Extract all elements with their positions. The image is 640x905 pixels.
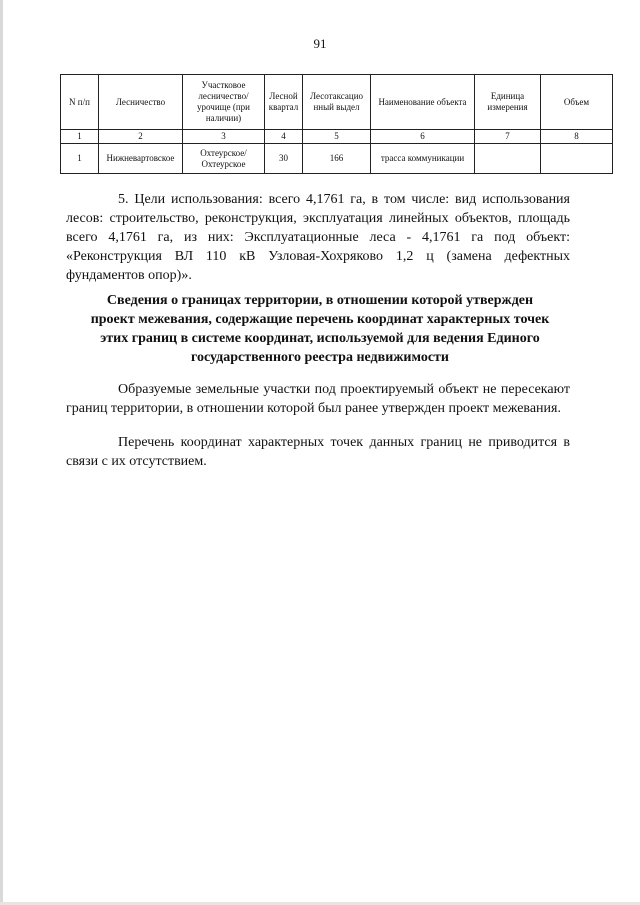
header-cell: Объем bbox=[541, 75, 613, 130]
header-cell: Лесничество bbox=[99, 75, 183, 130]
table-cell bbox=[541, 144, 613, 174]
table-cell: 166 bbox=[303, 144, 371, 174]
table-row bbox=[61, 144, 613, 174]
table-cell: Нижневартовское bbox=[99, 144, 183, 174]
section-heading: Сведения о границах территории, в отношении которой утвержден проект межевания, содержащие перечень координат характерных точек этих границ в системе координат, используемой для ведения Единого государственного реестра недвижимости bbox=[90, 293, 550, 365]
column-number-cell: 8 bbox=[541, 130, 613, 144]
paragraph-no-intersection: Образуемые земельные участки под проектируемый объект не пересекают границ территории, в отношении которой был ранее утвержден проект межевания. bbox=[66, 382, 570, 416]
header-cell: Лесной квартал bbox=[265, 75, 303, 130]
page-number: 91 bbox=[313, 36, 327, 51]
scan-left-edge bbox=[0, 0, 3, 905]
header-cell: Наименование объекта bbox=[371, 75, 475, 130]
column-number-cell: 1 bbox=[61, 130, 99, 144]
paragraph-usage-purposes: 5. Цели использования: всего 4,1761 га, в том числе: вид использования лесов: строительство, реконструкция, эксплуатация линейных объектов, площадь всего 4,1761 га, из них: Эксплуатационные леса - 4,1761 га под объект: «Реконструкция ВЛ 110 кВ Узловая-Хохряково 1,2 ц (замена дефектных фундаментов опор)». bbox=[66, 192, 570, 283]
header-cell: Единица измерения bbox=[475, 75, 541, 130]
table-cell: Охтеурское/ Охтеурское bbox=[183, 144, 265, 174]
table-header-row bbox=[61, 75, 613, 130]
paragraph-coordinates-absent: Перечень координат характерных точек данных границ не приводится в связи с их отсутствием. bbox=[66, 435, 570, 469]
header-cell: Лесотаксацио нный выдел bbox=[303, 75, 371, 130]
table-cell: 30 bbox=[265, 144, 303, 174]
table-cell bbox=[475, 144, 541, 174]
column-number-cell: 6 bbox=[371, 130, 475, 144]
table-cell: 1 bbox=[61, 144, 99, 174]
header-cell: N п/п bbox=[61, 75, 99, 130]
forest-plot-table bbox=[60, 74, 613, 174]
column-number-cell: 5 bbox=[303, 130, 371, 144]
header-cell: Участковое лесничество/ урочище (при наличии) bbox=[183, 75, 265, 130]
column-number-cell: 4 bbox=[265, 130, 303, 144]
column-number-cell: 2 bbox=[99, 130, 183, 144]
column-number-cell: 7 bbox=[475, 130, 541, 144]
column-number-row bbox=[61, 130, 613, 144]
table-cell: трасса коммуникации bbox=[371, 144, 475, 174]
column-number-cell: 3 bbox=[183, 130, 265, 144]
